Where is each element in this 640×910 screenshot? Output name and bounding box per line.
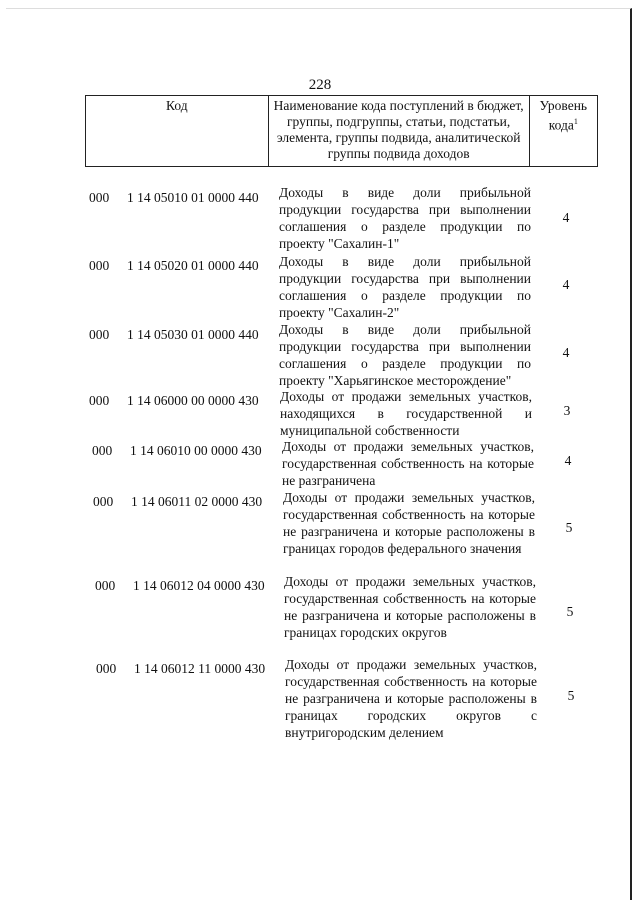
header-level-label: Уровень кода bbox=[539, 98, 588, 133]
revenue-name: Доходы от продажи земельных участков, государственная собственность на которые не разграничена и которые расположены в границах городских округов bbox=[284, 574, 536, 640]
admin-code: 000 bbox=[95, 578, 116, 593]
revenue-code: 1 14 05010 01 0000 440 bbox=[127, 190, 259, 205]
admin-code: 000 bbox=[89, 190, 110, 205]
code-level: 4 bbox=[562, 210, 570, 225]
revenue-name: Доходы от продажи земельных участков, государственная собственность на которые не разграничена и которые расположены в границах городов федерального значения bbox=[283, 490, 535, 556]
header-level-footnote: 1 bbox=[573, 117, 578, 126]
code-level: 4 bbox=[564, 453, 572, 468]
code-level: 5 bbox=[566, 604, 574, 619]
header-name: Наименование кода поступлений в бюджет, группы, подгруппы, статьи, подстатьи, элемента, группы подвида, аналитической группы подвида доходов bbox=[268, 96, 529, 167]
revenue-name: Доходы от продажи земельных участков, государственная собственность на которые не разграничена bbox=[282, 439, 534, 488]
admin-code: 000 bbox=[93, 494, 114, 509]
revenue-code: 1 14 06000 00 0000 430 bbox=[127, 393, 259, 408]
revenue-name: Доходы от продажи земельных участков, находящихся в государственной и муниципальной собственности bbox=[280, 389, 532, 438]
revenue-name: Доходы от продажи земельных участков, государственная собственность на которые не разграничена и которые расположены в границах городских округов с внутригородским делением bbox=[285, 657, 537, 740]
revenue-code: 1 14 06010 00 0000 430 bbox=[130, 443, 262, 458]
admin-code: 000 bbox=[89, 327, 110, 342]
revenue-name: Доходы в виде доли прибыльной продукции государства при выполнении соглашения о разделе продукции по проекту "Харьягинское месторождение" bbox=[279, 322, 531, 388]
code-level: 5 bbox=[565, 520, 573, 535]
header-code: Код bbox=[86, 96, 269, 167]
header-level bbox=[529, 96, 597, 167]
revenue-code: 1 14 05020 01 0000 440 bbox=[127, 258, 259, 273]
page-number: 228 bbox=[308, 77, 332, 93]
revenue-name: Доходы в виде доли прибыльной продукции государства при выполнении соглашения о разделе продукции по проекту "Сахалин-2" bbox=[279, 254, 531, 320]
admin-code: 000 bbox=[96, 661, 117, 676]
code-level: 3 bbox=[563, 403, 571, 418]
code-level: 5 bbox=[567, 688, 575, 703]
table-header bbox=[85, 95, 598, 167]
code-level: 4 bbox=[562, 345, 570, 360]
revenue-code: 1 14 05030 01 0000 440 bbox=[127, 327, 259, 342]
admin-code: 000 bbox=[92, 443, 113, 458]
revenue-code: 1 14 06012 11 0000 430 bbox=[134, 661, 266, 676]
admin-code: 000 bbox=[89, 393, 110, 408]
revenue-code: 1 14 06011 02 0000 430 bbox=[131, 494, 263, 509]
revenue-code: 1 14 06012 04 0000 430 bbox=[133, 578, 265, 593]
code-level: 4 bbox=[562, 277, 570, 292]
admin-code: 000 bbox=[89, 258, 110, 273]
revenue-name: Доходы в виде доли прибыльной продукции государства при выполнении соглашения о разделе продукции по проекту "Сахалин-1" bbox=[279, 185, 531, 251]
